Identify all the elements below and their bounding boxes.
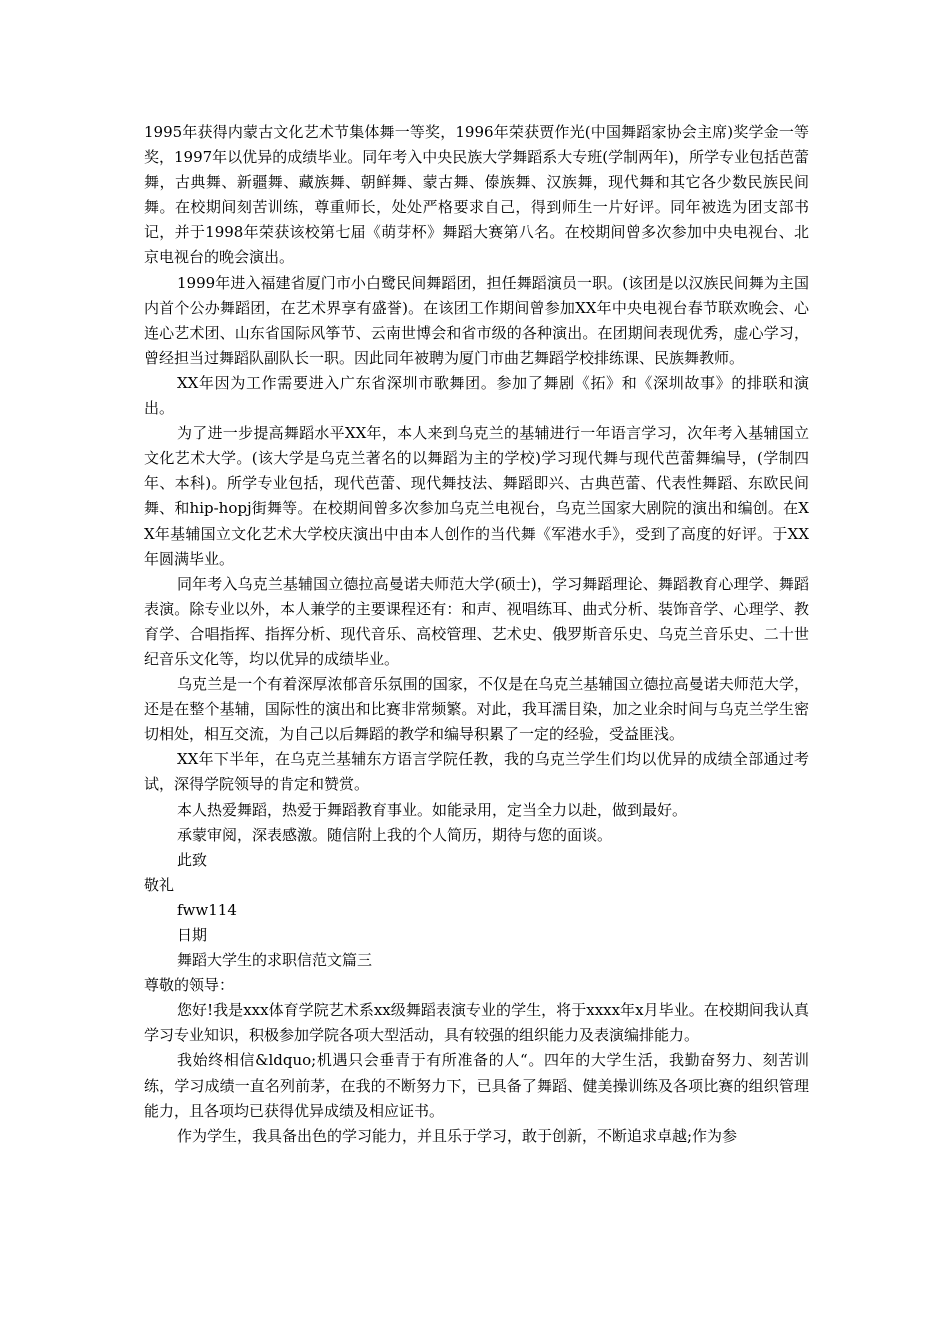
paragraph-1: 1995年获得内蒙古文化艺术节集体舞一等奖，1996年荣获贾作光(中国舞蹈家协会主席)奖学金一等奖，1997年以优异的成绩毕业。同年考入中央民族大学舞蹈系大专班(学制两年)，所学专业包括芭蕾舞，古典舞、新疆舞、藏族舞、朝鲜舞、蒙古舞、傣族舞、汉族舞，现代舞和其它各少数民族民间舞。在校期间刻苦训练，尊重师长，处处严格要求自己，得到师生一片好评。同年被选为团支部书记，并于1998年荣获该校第七届《萌芽杯》舞蹈大赛第八名。在校期间曾多次参加中央电视台、北京电视台的晚会演出。 [144,123,809,267]
paragraph-6: 乌克兰是一个有着深厚浓郁音乐氛围的国家，不仅是在乌克兰基辅国立德拉高曼诺夫师范大学，还是在整个基辅，国际性的演出和比赛非常频繁。对此，我耳濡目染，加之业余时间与乌克兰学生密切相处，相互交流，为自己以后舞蹈的教学和编导积累了一定的经验，受益匪浅。 [144,675,809,744]
paragraph-18: 作为学生，我具备出色的学习能力，并且乐于学习，敢于创新，不断追求卓越;作为参 [177,1126,738,1145]
paragraph-4: 为了进一步提高舞蹈水平XX年，本人来到乌克兰的基辅进行一年语言学习，次年考入基辅国立文化艺术大学。(该大学是乌克兰著名的以舞蹈为主的学校)学习现代舞与现代芭蕾舞编导，(学制四年、本科)。所学专业包括，现代芭蕾、现代舞技法、舞蹈即兴、古典芭蕾、代表性舞蹈、东欧民间舞、和hip-hopj街舞等。在校期间曾多次参加乌克兰电视台，乌克兰国家大剧院的演出和编创。在XX年基辅国立文化艺术大学校庆演出中由本人创作的当代舞《军港水手》，受到了高度的好评。于XX年圆满毕业。 [144,424,809,568]
paragraph-16: 您好!我是xxx体育学院艺术系xx级舞蹈表演专业的学生，将于xxxx年x月毕业。在校期间我认真学习专业知识，积极参加学院各项大型活动，具有较强的组织能力及表演编排能力。 [144,1001,809,1045]
letter-body [144,120,809,1149]
paragraph-7: XX年下半年，在乌克兰基辅东方语言学院任教，我的乌克兰学生们均以优异的成绩全部通过考试，深得学院领导的肯定和赞赏。 [144,750,809,794]
paragraph-5: 同年考入乌克兰基辅国立德拉高曼诺夫师范大学(硕士)，学习舞蹈理论、舞蹈教育心理学、舞蹈表演。除专业以外，本人兼学的主要课程还有：和声、视唱练耳、曲式分析、装饰音学、心理学、教育学、合唱指挥、指挥分析、现代音乐、高校管理、艺术史、俄罗斯音乐史、乌克兰音乐史、二十世纪音乐文化等，均以优异的成绩毕业。 [144,574,809,668]
greeting: 尊敬的领导： [144,976,235,995]
section-title: 舞蹈大学生的求职信范文篇三 [177,951,373,970]
paragraph-8: 本人热爱舞蹈，热爱于舞蹈教育事业。如能录用，定当全力以赴，做到最好。 [177,800,688,819]
closing-regards: 敬礼 [144,875,175,894]
signature: fww114 [177,900,237,919]
paragraph-2: 1999年进入福建省厦门市小白鹭民间舞蹈团，担任舞蹈演员一职。(该团是以汉族民间舞为主国内首个公办舞蹈团，在艺术界享有盛誉)。在该团工作期间曾参加XX年中央电视台春节联欢晚会、心连心艺术团、山东省国际风筝节、云南世博会和省市级的各种演出。在团期间表现优秀，虚心学习，曾经担当过舞蹈队副队长一职。因此同年被聘为厦门市曲艺舞蹈学校排练课、民族舞教师。 [144,273,809,367]
paragraph-17: 我始终相信&ldquo;机遇只会垂青于有所准备的人“。四年的大学生活，我勤奋努力、刻苦训练，学习成绩一直名列前茅，在我的不断努力下，已具备了舞蹈、健美操训练及各项比赛的组织管理能力，且各项均已获得优异成绩及相应证书。 [144,1051,809,1120]
date-line: 日期 [177,926,208,944]
paragraph-9: 承蒙审阅，深表感激。随信附上我的个人简历，期待与您的面谈。 [177,825,613,844]
paragraph-3: XX年因为工作需要进入广东省深圳市歌舞团。参加了舞剧《拓》和《深圳故事》的排联和演出。 [144,373,809,418]
closing-salutation: 此致 [177,850,208,869]
